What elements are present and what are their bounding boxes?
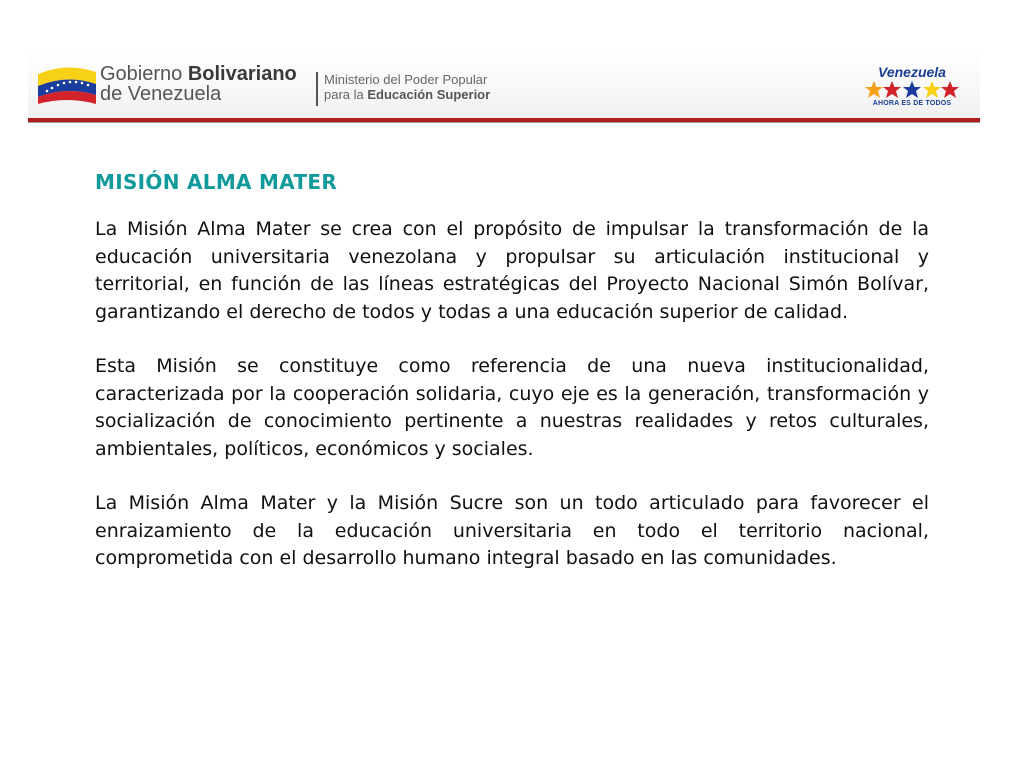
logo-figures-icon [864,80,960,100]
ministry-line2-prefix: para la [324,87,364,102]
header-banner [28,52,980,122]
ministry-line2-bold: Educación Superior [367,87,491,102]
logo-tagline: AHORA ES DE TODOS [872,100,952,107]
ministry-name [324,72,490,102]
header-divider [316,72,318,106]
government-name [100,64,297,104]
gov-line1-bold: Bolivariano [187,63,297,85]
gov-line1-prefix: Gobierno [100,63,183,85]
venezuela-flag-icon [38,64,96,104]
page-title: MISIÓN ALMA MATER [95,170,338,194]
venezuela-logo [862,64,962,110]
paragraph: La Misión Alma Mater se crea con el propósito de impulsar la transformación de la educación universitaria venezolana y propulsar su articulación institucional y territorial, en función de las líneas estratégicas del Proyecto Nacional Simón Bolívar, garantizando el derecho de todos y todas a una educación superior de calidad. [95,218,929,323]
main-content [95,170,929,600]
paragraph: La Misión Alma Mater y la Misión Sucre son un todo articulado para favorecer el enraizamiento de la educación universitaria en todo el territorio nacional, comprometida con el desarrollo humano integral basado en las comunidades. [95,492,929,569]
paragraph: Esta Misión se constituye como referencia de una nueva institucionalidad, caracterizada por la cooperación solidaria, cuyo eje es la generación, transformación y socialización de conocimiento pertinente a nuestras realidades y retos culturales, ambientales, políticos, económicos y sociales. [95,355,929,460]
logo-word: Venezuela [878,64,946,80]
ministry-line1: Ministerio del Poder Popular [324,72,488,87]
gov-line2: de Venezuela [100,83,222,105]
